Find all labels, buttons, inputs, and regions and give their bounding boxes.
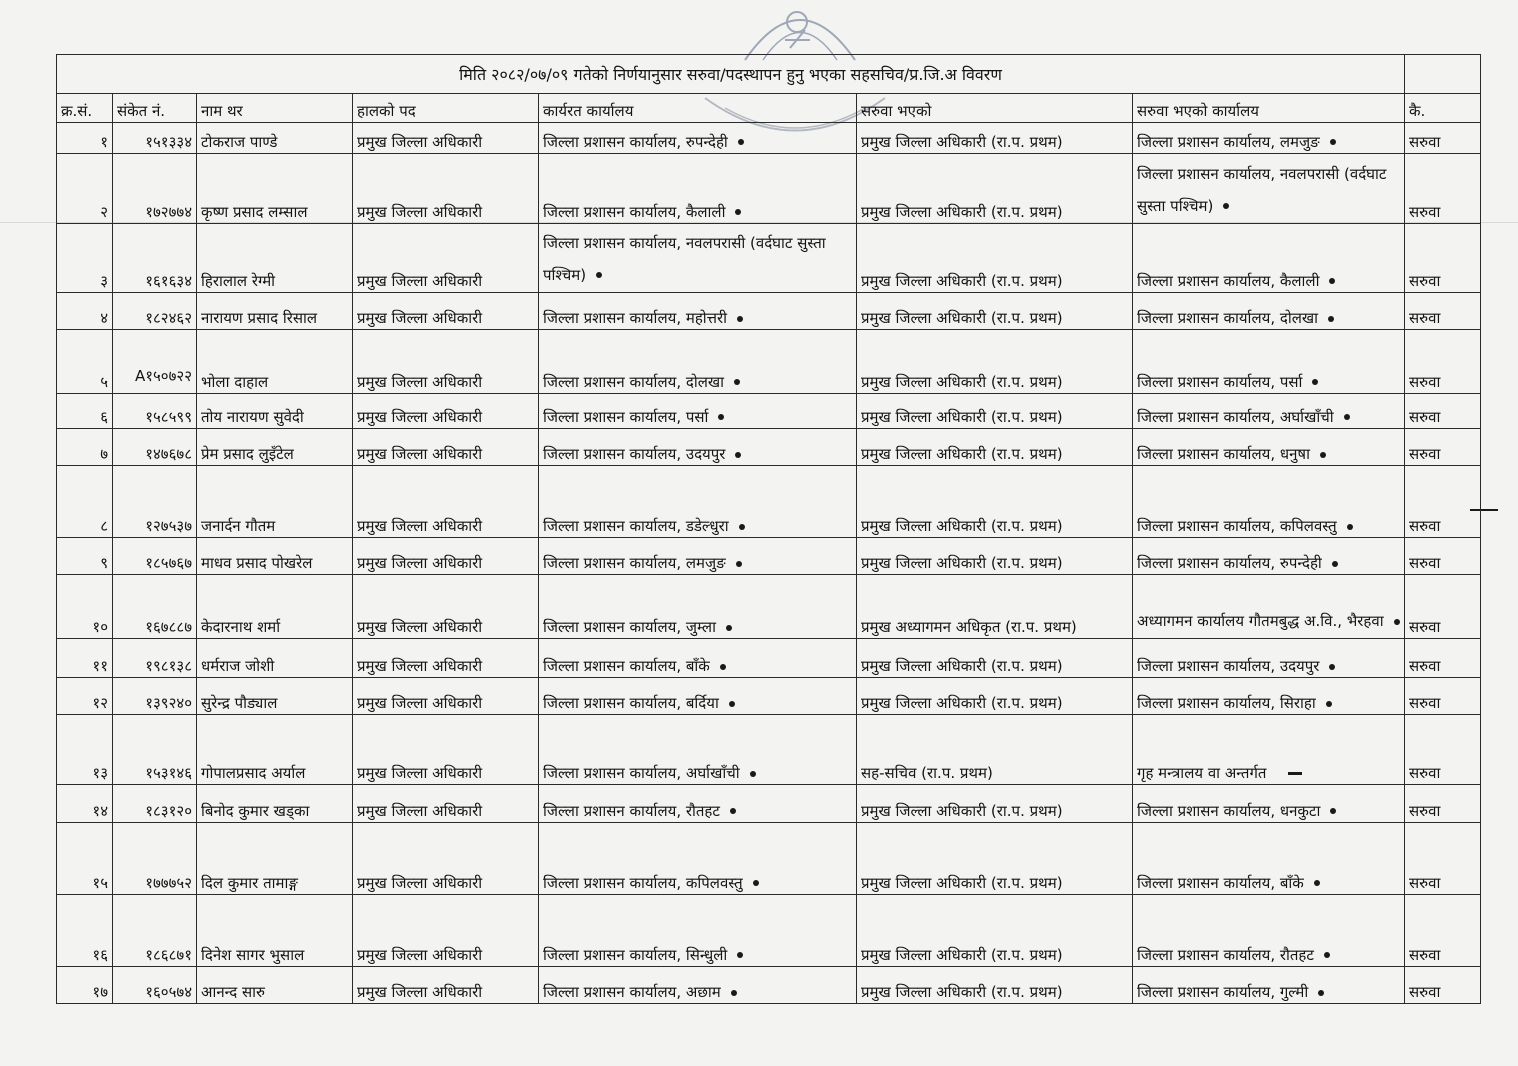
row-current-office: जिल्ला प्रशासन कार्यालय, सिन्धुली [539,894,857,966]
handwritten-tick-mark [596,272,602,278]
row-remark: सरुवा [1405,292,1481,329]
handwritten-tick-mark [729,701,735,707]
row-new-post: प्रमुख जिल्ला अधिकारी (रा.प. प्रथम) [857,822,1133,894]
row-sn: १२ [57,678,113,715]
row-current-office: जिल्ला प्रशासन कार्यालय, रौतहट [539,785,857,822]
row-sn: १७ [57,966,113,1003]
row-current-office: जिल्ला प्रशासन कार्यालय, बर्दिया [539,678,857,715]
row-current-office: जिल्ला प्रशासन कार्यालय, अछाम [539,966,857,1003]
row-code: १६१६३४ [113,223,197,292]
row-sn: १३ [57,715,113,785]
row-current-office: जिल्ला प्रशासन कार्यालय, रुपन्देही [539,122,857,153]
row-current-office: जिल्ला प्रशासन कार्यालय, दोलखा [539,330,857,394]
table-row [57,223,1481,292]
row-sn: ४ [57,292,113,329]
row-sn: ३ [57,223,113,292]
handwritten-tick-mark [737,952,743,958]
handwritten-tick-mark [720,664,726,670]
table-row [57,428,1481,465]
row-remark: सरुवा [1405,966,1481,1003]
table-row [57,785,1481,822]
header-current-office: कार्यरत कार्यालय [539,94,857,123]
row-code: १५१३३४ [113,122,197,153]
row-code: १६७८८७ [113,575,197,639]
row-code: १७७७५२ [113,822,197,894]
handwritten-tick-mark [1330,139,1336,145]
handwritten-tick-mark [718,414,724,420]
row-new-office: अध्यागमन कार्यालय गौतमबुद्ध अ.वि., भैरहवा [1133,575,1405,639]
row-code: A१५०७२२ [113,330,197,394]
row-post: प्रमुख जिल्ला अधिकारी [353,966,539,1003]
table-row [57,575,1481,639]
row-new-post: प्रमुख जिल्ला अधिकारी (रा.प. प्रथम) [857,538,1133,575]
row-new-post: प्रमुख जिल्ला अधिकारी (रा.प. प्रथम) [857,330,1133,394]
handwritten-tick-mark [753,880,759,886]
row-current-office: जिल्ला प्रशासन कार्यालय, पर्सा [539,393,857,428]
handwritten-tick-mark [1344,414,1350,420]
handwritten-tick-mark [730,808,736,814]
row-name: प्रेम प्रसाद लुइँटेल [197,428,353,465]
table-title: मिति २०८२/०७/०९ गतेको निर्णयानुसार सरुवा/पदस्थापन हुनु भएका सहसचिव/प्र.जि.अ विवरण [57,55,1405,94]
table-row [57,678,1481,715]
handwritten-tick-mark [750,771,756,777]
handwritten-tick-mark [734,379,740,385]
row-current-office: जिल्ला प्रशासन कार्यालय, नवलपरासी (वर्दघाट सुस्ता पश्चिम) [539,223,857,292]
row-new-post: प्रमुख जिल्ला अधिकारी (रा.प. प्रथम) [857,678,1133,715]
row-current-office: जिल्ला प्रशासन कार्यालय, जुम्ला [539,575,857,639]
header-name: नाम थर [197,94,353,123]
row-name: भोला दाहाल [197,330,353,394]
row-new-post: सह-सचिव (रा.प. प्रथम) [857,715,1133,785]
header-sn: क्र.सं. [57,94,113,123]
row-remark: सरुवा [1405,575,1481,639]
row-new-office: जिल्ला प्रशासन कार्यालय, रुपन्देही [1133,538,1405,575]
row-post: प्रमुख जिल्ला अधिकारी [353,393,539,428]
row-current-office: जिल्ला प्रशासन कार्यालय, लमजुङ [539,538,857,575]
row-current-office: जिल्ला प्रशासन कार्यालय, कैलाली [539,153,857,223]
row-new-post: प्रमुख जिल्ला अधिकारी (रा.प. प्रथम) [857,894,1133,966]
row-remark: सरुवा [1405,153,1481,223]
row-new-post: प्रमुख जिल्ला अधिकारी (रा.प. प्रथम) [857,466,1133,538]
table-row [57,822,1481,894]
handwritten-tick-mark [736,561,742,567]
handwritten-tick-mark [1328,316,1334,322]
row-remark: सरुवा [1405,538,1481,575]
row-current-office: जिल्ला प्रशासन कार्यालय, महोत्तरी [539,292,857,329]
row-new-office: जिल्ला प्रशासन कार्यालय, नवलपरासी (वर्दघाट सुस्ता पश्चिम) [1133,153,1405,223]
row-post: प्रमुख जिल्ला अधिकारी [353,223,539,292]
row-code: १७२७७४ [113,153,197,223]
table-row [57,466,1481,538]
handwritten-tick-mark [1318,990,1324,996]
seal-stamp-icon [735,0,865,62]
row-name: नारायण प्रसाद रिसाल [197,292,353,329]
row-current-office: जिल्ला प्रशासन कार्यालय, उदयपुर [539,428,857,465]
header-code: संकेत नं. [113,94,197,123]
handwritten-tick-mark [1314,880,1320,886]
row-current-office: जिल्ला प्रशासन कार्यालय, अर्घाखाँची [539,715,857,785]
row-post: प्रमुख जिल्ला अधिकारी [353,538,539,575]
row-new-post: प्रमुख जिल्ला अधिकारी (रा.प. प्रथम) [857,639,1133,678]
row-code: १९८१३८ [113,639,197,678]
row-code: १३९२४० [113,678,197,715]
row-new-post: प्रमुख जिल्ला अधिकारी (रा.प. प्रथम) [857,292,1133,329]
header-post: हालको पद [353,94,539,123]
row-new-post: प्रमुख जिल्ला अधिकारी (रा.प. प्रथम) [857,153,1133,223]
row-post: प्रमुख जिल्ला अधिकारी [353,428,539,465]
row-new-office: जिल्ला प्रशासन कार्यालय, रौतहट [1133,894,1405,966]
row-name: आनन्द सारु [197,966,353,1003]
row-name: माधव प्रसाद पोखरेल [197,538,353,575]
handwritten-tick-mark [1330,808,1336,814]
row-name: तोय नारायण सुवेदी [197,393,353,428]
handwritten-tick-mark [735,209,741,215]
transfer-details-table [56,54,1481,1004]
table-row [57,538,1481,575]
row-code: १५८५९९ [113,393,197,428]
row-sn: ९ [57,538,113,575]
row-post: प्रमुख जिल्ला अधिकारी [353,678,539,715]
row-new-office: गृह मन्त्रालय वा अन्तर्गत [1133,715,1405,785]
row-sn: ८ [57,466,113,538]
row-name: गोपालप्रसाद अर्याल [197,715,353,785]
row-name: दिनेश सागर भुसाल [197,894,353,966]
row-new-office: जिल्ला प्रशासन कार्यालय, दोलखा [1133,292,1405,329]
row-sn: ७ [57,428,113,465]
row-new-post: प्रमुख अध्यागमन अधिकृत (रा.प. प्रथम) [857,575,1133,639]
table-row [57,153,1481,223]
row-new-office: जिल्ला प्रशासन कार्यालय, लमजुङ [1133,122,1405,153]
row-remark: सरुवा [1405,678,1481,715]
row-code: १८२४६२ [113,292,197,329]
table-row [57,122,1481,153]
row-code: १६०५७४ [113,966,197,1003]
row-post: प्रमुख जिल्ला अधिकारी [353,715,539,785]
row-new-office: जिल्ला प्रशासन कार्यालय, कैलाली [1133,223,1405,292]
row-remark: सरुवा [1405,330,1481,394]
row-post: प्रमुख जिल्ला अधिकारी [353,292,539,329]
row-new-post: प्रमुख जिल्ला अधिकारी (रा.प. प्रथम) [857,785,1133,822]
row-new-office: जिल्ला प्रशासन कार्यालय, अर्घाखाँची [1133,393,1405,428]
row-post: प्रमुख जिल्ला अधिकारी [353,466,539,538]
handwritten-tick-mark [739,524,745,530]
row-post: प्रमुख जिल्ला अधिकारी [353,822,539,894]
row-code: १८५७६७ [113,538,197,575]
table-row [57,715,1481,785]
row-remark: सरुवा [1405,715,1481,785]
row-sn: ११ [57,639,113,678]
row-new-post: प्रमुख जिल्ला अधिकारी (रा.प. प्रथम) [857,122,1133,153]
row-current-office: जिल्ला प्रशासन कार्यालय, कपिलवस्तु [539,822,857,894]
row-code: १२७५३७ [113,466,197,538]
row-remark: सरुवा [1405,894,1481,966]
row-post: प्रमुख जिल्ला अधिकारी [353,639,539,678]
row-name: धर्मराज जोशी [197,639,353,678]
handwritten-tick-mark [1329,664,1335,670]
row-sn: २ [57,153,113,223]
handwritten-tick-mark [1394,619,1400,625]
row-name: हिरालाल रेग्मी [197,223,353,292]
row-remark: सरुवा [1405,822,1481,894]
handwritten-tick-mark [1320,452,1326,458]
row-new-office: जिल्ला प्रशासन कार्यालय, बाँके [1133,822,1405,894]
header-row [57,94,1481,123]
row-new-post: प्रमुख जिल्ला अधिकारी (रा.प. प्रथम) [857,223,1133,292]
row-new-office: जिल्ला प्रशासन कार्यालय, गुल्मी [1133,966,1405,1003]
handwritten-tick-mark [1324,952,1330,958]
row-sn: १६ [57,894,113,966]
row-sn: १० [57,575,113,639]
row-new-office: जिल्ला प्रशासन कार्यालय, सिराहा [1133,678,1405,715]
row-sn: १ [57,122,113,153]
header-new-office: सरुवा भएको कार्यालय [1133,94,1405,123]
row-name: कृष्ण प्रसाद लम्साल [197,153,353,223]
row-post: प्रमुख जिल्ला अधिकारी [353,153,539,223]
handwritten-tick-mark [1347,524,1353,530]
row-sn: १५ [57,822,113,894]
handwritten-tick-mark [738,139,744,145]
row-code: १५३१४६ [113,715,197,785]
row-name: बिनोद कुमार खड्का [197,785,353,822]
row-sn: ६ [57,393,113,428]
row-code: १४७६७८ [113,428,197,465]
table-row [57,330,1481,394]
row-new-office: जिल्ला प्रशासन कार्यालय, कपिलवस्तु [1133,466,1405,538]
row-new-office: जिल्ला प्रशासन कार्यालय, उदयपुर [1133,639,1405,678]
table-row [57,894,1481,966]
row-post: प्रमुख जिल्ला अधिकारी [353,122,539,153]
handwritten-tick-mark [731,990,737,996]
row-remark: सरुवा [1405,466,1481,538]
table-row [57,393,1481,428]
row-post: प्रमुख जिल्ला अधिकारी [353,330,539,394]
handwritten-tick-mark [1332,561,1338,567]
row-sn: ५ [57,330,113,394]
row-current-office: जिल्ला प्रशासन कार्यालय, डडेल्धुरा [539,466,857,538]
header-new-post: सरुवा भएको [857,94,1133,123]
table-row [57,966,1481,1003]
table-row [57,292,1481,329]
handwritten-tick-mark [1329,278,1335,284]
row-remark: सरुवा [1405,223,1481,292]
header-remark: कै. [1405,94,1481,123]
row-new-office: जिल्ला प्रशासन कार्यालय, पर्सा [1133,330,1405,394]
row-name: जनार्दन गौतम [197,466,353,538]
row-code: १८३१२० [113,785,197,822]
row-name: टोकराज पाण्डे [197,122,353,153]
row-sn: १४ [57,785,113,822]
row-name: दिल कुमार तामाङ्ग [197,822,353,894]
row-remark: सरुवा [1405,122,1481,153]
handwritten-dash-mark [1288,772,1302,775]
row-current-office: जिल्ला प्रशासन कार्यालय, बाँके [539,639,857,678]
row-remark: सरुवा [1405,785,1481,822]
handwritten-tick-mark [726,625,732,631]
row-new-office: जिल्ला प्रशासन कार्यालय, धनकुटा [1133,785,1405,822]
row-new-post: प्रमुख जिल्ला अधिकारी (रा.प. प्रथम) [857,966,1133,1003]
row-new-post: प्रमुख जिल्ला अधिकारी (रा.प. प्रथम) [857,428,1133,465]
handwritten-tick-mark [735,452,741,458]
row-name: केदारनाथ शर्मा [197,575,353,639]
handwritten-tick-mark [1326,701,1332,707]
row-new-office: जिल्ला प्रशासन कार्यालय, धनुषा [1133,428,1405,465]
row-name: सुरेन्द्र पौड्याल [197,678,353,715]
title-blank-cell [1405,55,1481,94]
row-remark: सरुवा [1405,639,1481,678]
handwritten-tick-mark [737,316,743,322]
row-remark: सरुवा [1405,393,1481,428]
table-row [57,639,1481,678]
row-post: प्रमुख जिल्ला अधिकारी [353,575,539,639]
handwritten-tick-mark [1312,379,1318,385]
row-new-post: प्रमुख जिल्ला अधिकारी (रा.प. प्रथम) [857,393,1133,428]
row-post: प्रमुख जिल्ला अधिकारी [353,785,539,822]
row-code: १८६८७१ [113,894,197,966]
handwritten-tick-mark [1223,203,1229,209]
row-remark: सरुवा [1405,428,1481,465]
row-post: प्रमुख जिल्ला अधिकारी [353,894,539,966]
